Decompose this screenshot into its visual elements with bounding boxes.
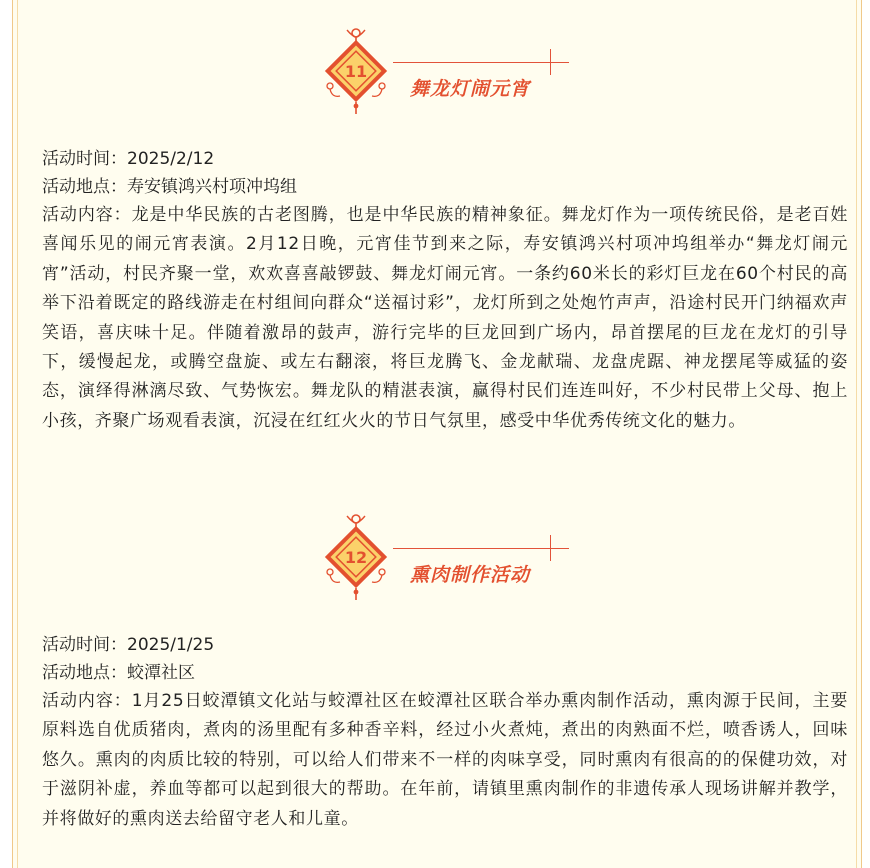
section-number: 11: [344, 62, 368, 81]
activity-place: 活动地点：蛟潭社区: [42, 663, 195, 683]
lantern-badge-icon: [316, 24, 396, 114]
activity-time: 活动时间：2025/1/25: [42, 635, 215, 655]
lantern-badge-icon: [316, 510, 396, 600]
section-number: 12: [344, 548, 368, 567]
header-rule: [393, 548, 569, 549]
header-tick: [550, 49, 551, 75]
activity-content: 活动内容：1月25日蛟潭镇文化站与蛟潭社区在蛟潭社区联合举办熏肉制作活动，熏肉源于民间，主要原料选自优质猪肉，煮肉的汤里配有多种香辛料，经过小火煮炖，煮出的肉熟面不烂，喷香诱人，回味悠久。熏肉的肉质比较的特别，可以给人们带来不一样的肉味享受，同时熏肉有很高的的保健功效，对于滋阴补虚，养血等都可以起到很大的帮助。在年前，请镇里熏肉制作的非遗传承人现场讲解并教学，并将做好的熏肉送去给留守老人和儿童。: [42, 691, 849, 829]
article-page: [12, 0, 862, 868]
header-tick: [550, 535, 551, 561]
activity-time: 活动时间：2025/2/12: [42, 149, 215, 169]
section-title: 熏肉制作活动: [410, 564, 531, 586]
section-title: 舞龙灯闹元宵: [410, 78, 531, 100]
section-header-12: [13, 510, 861, 600]
header-rule: [393, 62, 569, 63]
section-body-11: [42, 145, 848, 436]
section-header-11: [13, 24, 861, 114]
activity-place: 活动地点：寿安镇鸿兴村项冲坞组: [42, 177, 297, 197]
section-body-12: [42, 631, 848, 834]
activity-content: 活动内容：龙是中华民族的古老图腾，也是中华民族的精神象征。舞龙灯作为一项传统民俗，是老百姓喜闻乐见的闹元宵表演。2月12日晚，元宵佳节到来之际，寿安镇鸿兴村项冲坞组举办“舞龙灯闹元宵”活动，村民齐聚一堂，欢欢喜喜敲锣鼓、舞龙灯闹元宵。一条约60米长的彩灯巨龙在60个村民的高举下沿着既定的路线游走在村组间向群众“送福讨彩”，龙灯所到之处炮竹声声，沿途村民开门纳福欢声笑语，喜庆味十足。伴随着激昂的鼓声，游行完毕的巨龙回到广场内，昂首摆尾的巨龙在龙灯的引导下，缓慢起龙，或腾空盘旋、或左右翻滚，将巨龙腾飞、金龙献瑞、龙盘虎踞、神龙摆尾等威猛的姿态，演绎得淋漓尽致、气势恢宏。舞龙队的精湛表演，赢得村民们连连叫好，不少村民带上父母、抱上小孩，齐聚广场观看表演，沉浸在红红火火的节日气氛里，感受中华优秀传统文化的魅力。: [42, 205, 849, 431]
